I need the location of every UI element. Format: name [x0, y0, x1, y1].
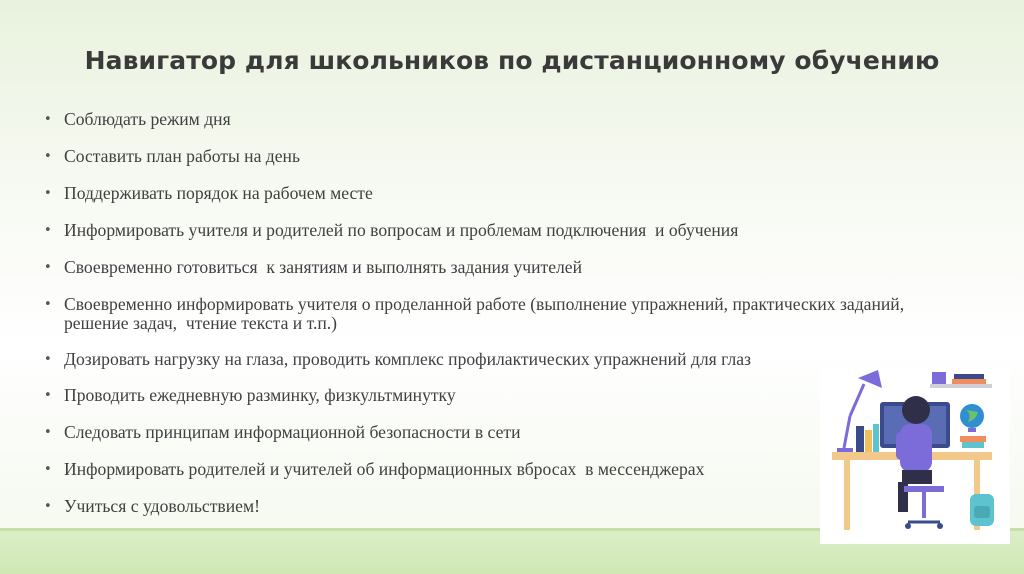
chair-seat	[904, 486, 944, 492]
book-icon	[960, 436, 986, 442]
bullet-marker: •	[44, 388, 52, 403]
bullet-text: Информировать родителей и учителей об информационных вбросах в мессенджерах	[64, 459, 705, 479]
bullet-item	[44, 423, 520, 442]
globe-stand	[968, 428, 976, 432]
bullet-item	[44, 350, 751, 369]
book-icon	[962, 442, 984, 448]
student-at-desk-illustration	[820, 366, 1010, 544]
bullet-marker: •	[44, 223, 52, 238]
slide-title: Навигатор для школьников по дистанционному обучению	[84, 46, 940, 75]
bullet-marker: •	[44, 352, 52, 367]
bullet-marker: •	[44, 297, 52, 312]
person-head	[902, 396, 930, 424]
bullet-marker: •	[44, 425, 52, 440]
chair-post	[922, 492, 926, 518]
bullet-marker: •	[44, 499, 52, 514]
bullet-text: Следовать принципам информационной безопасности в сети	[64, 422, 521, 442]
bullet-item	[44, 460, 704, 479]
bullet-text: Проводить ежедневную разминку, физкультминутку	[64, 385, 456, 405]
bullet-text: Информировать учителя и родителей по вопросам и проблемам подключения и обучения	[64, 220, 739, 240]
bullet-item	[44, 497, 260, 516]
bullet-marker: •	[44, 462, 52, 477]
bullet-item	[44, 386, 456, 405]
bullet-text: Учиться с удовольствием!	[64, 496, 260, 516]
bullet-item	[44, 221, 738, 240]
shelf	[930, 384, 992, 388]
lamp-base	[837, 448, 853, 452]
bullet-item	[44, 147, 300, 166]
chair-wheel	[937, 523, 943, 529]
bullet-marker: •	[44, 149, 52, 164]
bullet-text: Составить план работы на день	[64, 146, 300, 166]
bullet-marker: •	[44, 260, 52, 275]
chair-wheel	[905, 523, 911, 529]
person-legs	[902, 470, 932, 484]
bullet-item	[44, 258, 582, 277]
book-icon	[873, 424, 879, 452]
box-icon	[932, 372, 946, 384]
bullet-text: Соблюдать режим дня	[64, 109, 231, 129]
bullet-text: Поддерживать порядок на рабочем месте	[64, 183, 373, 203]
bullet-item	[44, 110, 231, 129]
backpack-pocket	[974, 506, 990, 518]
book-icon	[865, 430, 872, 452]
book-icon	[952, 379, 986, 384]
book-icon	[856, 426, 864, 452]
bullet-text: Своевременно готовиться к занятиям и выполнять задания учителей	[64, 257, 583, 277]
bullet-item	[44, 184, 373, 203]
book-icon	[954, 374, 984, 379]
person-arm	[896, 432, 906, 460]
bullet-item	[44, 295, 964, 333]
bullet-marker: •	[44, 186, 52, 201]
desk-leg	[844, 460, 850, 530]
bullet-text: Своевременно информировать учителя о проделанной работе (выполнение упражнений, практических заданий, решение задач, чтение текста и т.п.)	[64, 294, 913, 333]
bullet-text: Дозировать нагрузку на глаза, проводить комплекс профилактических упражнений для глаз	[64, 349, 751, 369]
bullet-marker: •	[44, 112, 52, 127]
